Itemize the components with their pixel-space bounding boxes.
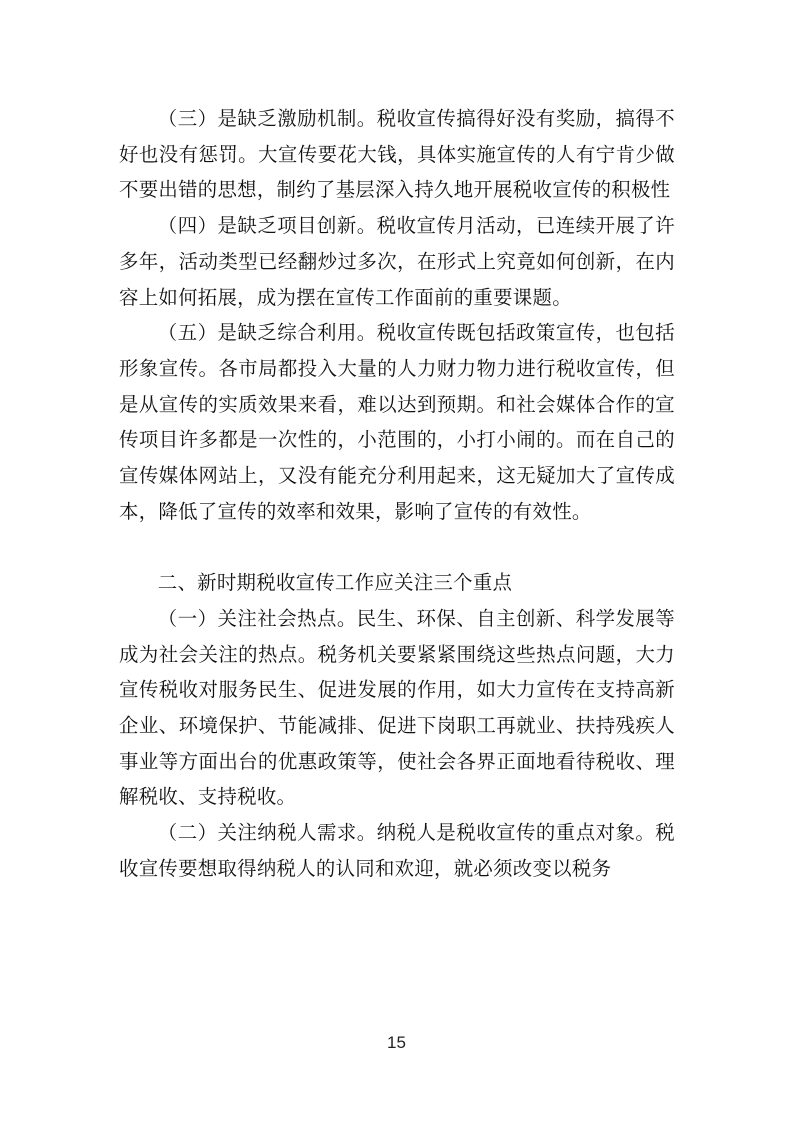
document-body <box>119 101 675 886</box>
paragraph-project-innovation: （四）是缺乏项目创新。税收宣传月活动，已连续开展了许多年，活动类型已经翻炒过多次，在形式上究竟如何创新，在内容上如何拓展，成为摆在宣传工作面前的重要课题。 <box>119 214 675 309</box>
section-heading: 二、新时期税收宣传工作应关注三个重点 <box>157 571 513 595</box>
paragraph-comprehensive-use: （五）是缺乏综合利用。税收宣传既包括政策宣传，也包括形象宣传。各市局都投入大量的人力财力物力进行税收宣传，但是从宣传的实质效果来看，难以达到预期。和社会媒体合作的宣传项目许多都是一次性的，小范围的，小打小闹的。而在自己的宣传媒体网站上，又没有能充分利用起来，这无疑加大了宣传成本，降低了宣传的效率和效果，影响了宣传的有效性。 <box>119 321 675 523</box>
paragraph-incentive-mechanism: （三）是缺乏激励机制。税收宣传搞得好没有奖励，搞得不好也没有惩罚。大宣传要花大钱，具体实施宣传的人有宁肯少做不要出错的思想，制约了基层深入持久地开展税收宣传的积极性 <box>119 107 675 202</box>
paragraph-taxpayer-needs: （二）关注纳税人需求。纳税人是税收宣传的重点对象。税收宣传要想取得纳税人的认同和欢迎，就必须改变以税务 <box>119 821 675 880</box>
paragraph-social-hotspots: （一）关注社会热点。民生、环保、自主创新、科学发展等成为社会关注的热点。税务机关要紧紧围绕这些热点问题，大力宣传税收对服务民生、促进发展的作用，如大力宣传在支持高新企业、环境保护、节能减排、促进下岗职工再就业、扶持残疾人事业等方面出台的优惠政策等，使社会各界正面地看待税收、理解税收、支持税收。 <box>119 606 675 809</box>
page-number: 15 <box>387 1033 406 1052</box>
